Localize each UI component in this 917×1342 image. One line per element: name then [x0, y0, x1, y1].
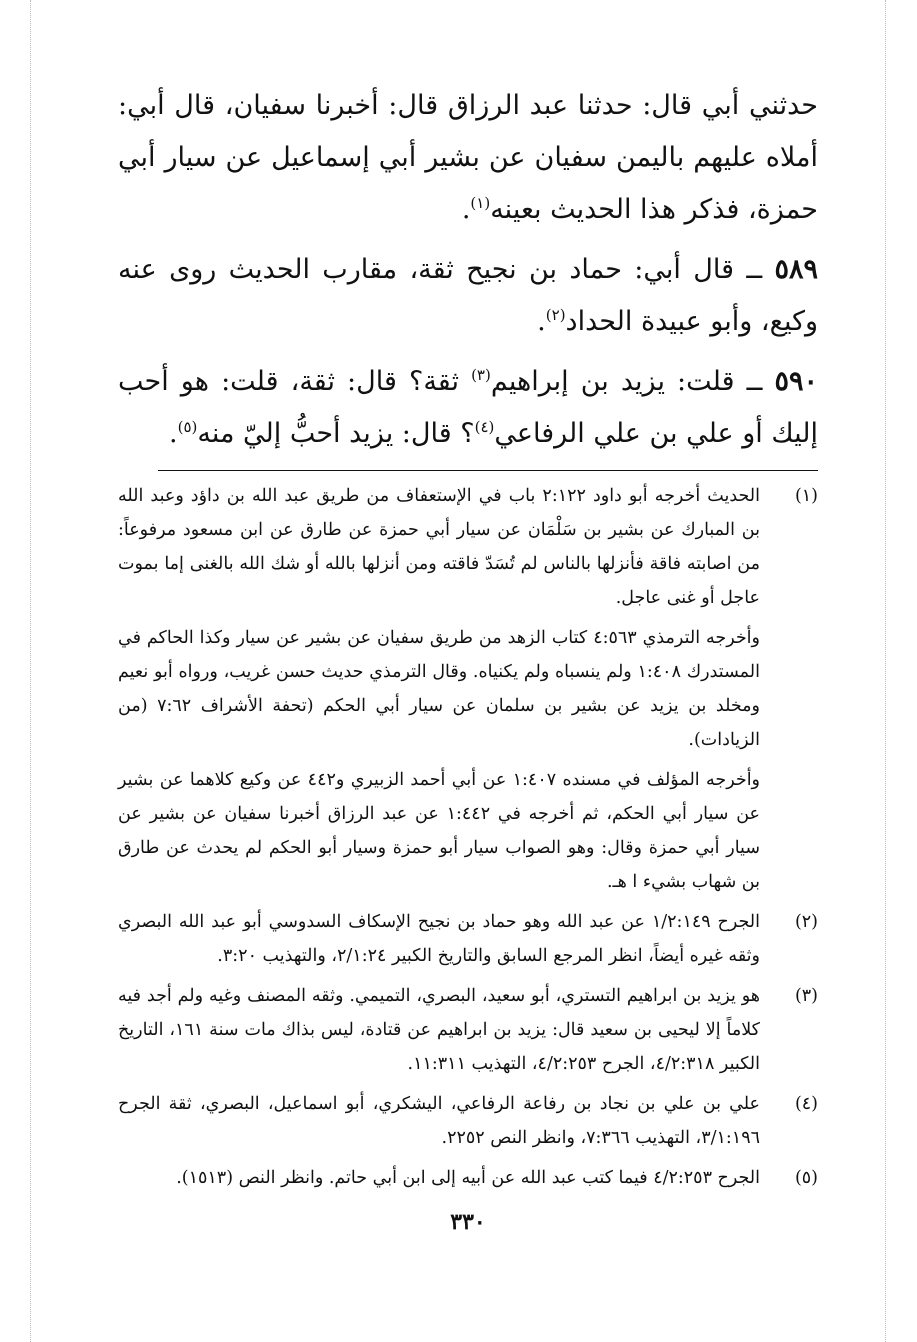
footnote-5: [118, 1161, 818, 1195]
book-page: [118, 80, 818, 1235]
footnote-paragraph: الجرح ١/٢:١٤٩ عن عبد الله وهو حماد بن نجيح الإسكاف السدوسي أبو عبد الله البصري وثقه غيره أيضاً، انظر المرجع السابق والتاريخ الكبير ٢/١:٢٤، والتهذيب ٣:٢٠.: [118, 912, 760, 966]
page-number: ٣٣٠: [450, 1209, 486, 1235]
footnote-marker: (٥): [794, 1168, 818, 1188]
footnote-ref-5: (٥): [177, 418, 198, 436]
footnote-marker: (٣): [794, 986, 818, 1006]
footnote-paragraph: وأخرجه المؤلف في مسنده ١:٤٠٧ عن أبي أحمد الزبيري و٤٤٢ عن وكيع كلاهما عن بشير عن سيار أبي الحكم، ثم أخرجه في ١:٤٤٢ عن عبد الرزاق أخبرنا سفيان عن بشير عن سيار أبي حمزة وقال: وهو الصواب سيار أبو حمزة وسيار أبو الحكم لم يحدث عن طارق بن شهاب بشيء ا هـ.: [118, 770, 761, 892]
left-margin-dots: [30, 0, 31, 1342]
footnote-separator: [158, 470, 818, 471]
footnote-3: [118, 979, 818, 1081]
footnote-marker: (٤): [794, 1094, 818, 1114]
footnote-marker: (١): [794, 486, 818, 506]
footnote-paragraph: الحديث أخرجه أبو داود ٢:١٢٢ باب في الإستعفاف من طريق عبد الله بن داؤد وعبد الله بن المبارك عن بشير بن سَلْمَان عن سيار أبي حمزة عن طارق عن ابن مسعود مرفوعاً: من اصابته فاقة فأنزلها بالناس لم تُسَدّ فاقته ومن أنزلها بالله أو شك الله بالغنى إما بموت عاجل أو غنى عاجل.: [118, 486, 760, 608]
entry-589: ٥٨٩ ــ قال أبي: حماد بن نجيح ثقة، مقارب الحديث روى عنه وكيع، وأبو عبيدة الحداد$^{(٢)}$.: [118, 254, 818, 337]
footnote-ref-4: (٤): [474, 418, 495, 436]
main-text: [118, 80, 818, 460]
footnote-paragraph: هو يزيد بن ابراهيم التستري، أبو سعيد، البصري، التميمي. وثقه المصنف وغيه ولم أجد فيه كلاماً إلا ليحيى بن سعيد قال: يزيد بن ابراهيم عن قتادة، ليس بذاك مات سنة ١٦١، التاريخ الكبير ٤/٢:٣١٨، الجرح ٤/٢:٢٥٣، التهذيب ١١:٣١١.: [118, 986, 760, 1074]
footnote-paragraph: علي بن علي بن نجاد بن رفاعة الرفاعي، اليشكري، أبو اسماعيل، البصري، ثقة الجرح ٣/١:١٩٦، التهذيب ٧:٣٦٦، وانظر النص ٢٢٥٢.: [118, 1094, 760, 1148]
entry-number: ٥٩٠: [774, 366, 819, 397]
footnote-1: [118, 479, 818, 899]
footnote-ref-1: (١): [470, 194, 491, 212]
footnote-paragraph: الجرح ٤/٢:٢٥٣ فيما كتب عبد الله عن أبيه إلى ابن أبي حاتم. وانظر النص (١٥١٣).: [176, 1168, 760, 1188]
footnotes: [118, 479, 818, 1195]
footnote-ref-2: (٢): [545, 306, 566, 324]
entry-590: ٥٩٠ ــ قلت: يزيد بن إبراهيم$^{(٣)}$ ثقة؟ قال: ثقة، قلت: هو أحب إليك أو علي بن علي الرفاعي$^{(٤)}$؟ قال: يزيد أحبُّ إليّ منه$^{(٥)}$.: [118, 366, 819, 449]
footnote-paragraph: وأخرجه الترمذي ٤:٥٦٣ كتاب الزهد من طريق سفيان عن بشير عن سيار وكذا الحاكم في المستدرك ١:٤٠٨ ولم ينسباه ولم يكنياه. وقال الترمذي حديث حسن غريب، ورواه أبو نعيم ومخلد بن يزيد عن بشير بن سلمان عن سيار أبي الحكم (تحفة الأشراف ٧:٦٢ (من الزيادات).: [118, 628, 761, 750]
footnote-2: [118, 905, 818, 973]
entry-number: ٥٨٩: [774, 254, 818, 285]
right-margin-dots: [885, 0, 886, 1342]
paragraph-hadith: حدثني أبي قال: حدثنا عبد الرزاق قال: أخبرنا سفيان، قال أبي: أملاه عليهم باليمن سفيان عن بشير أبي إسماعيل عن سيار أبي حمزة، فذكر هذا الحديث بعينه$^{(١)}$.: [118, 90, 818, 225]
footnote-4: [118, 1087, 818, 1155]
footnote-marker: (٢): [794, 912, 818, 932]
footnote-ref-3: (٣): [471, 366, 491, 384]
